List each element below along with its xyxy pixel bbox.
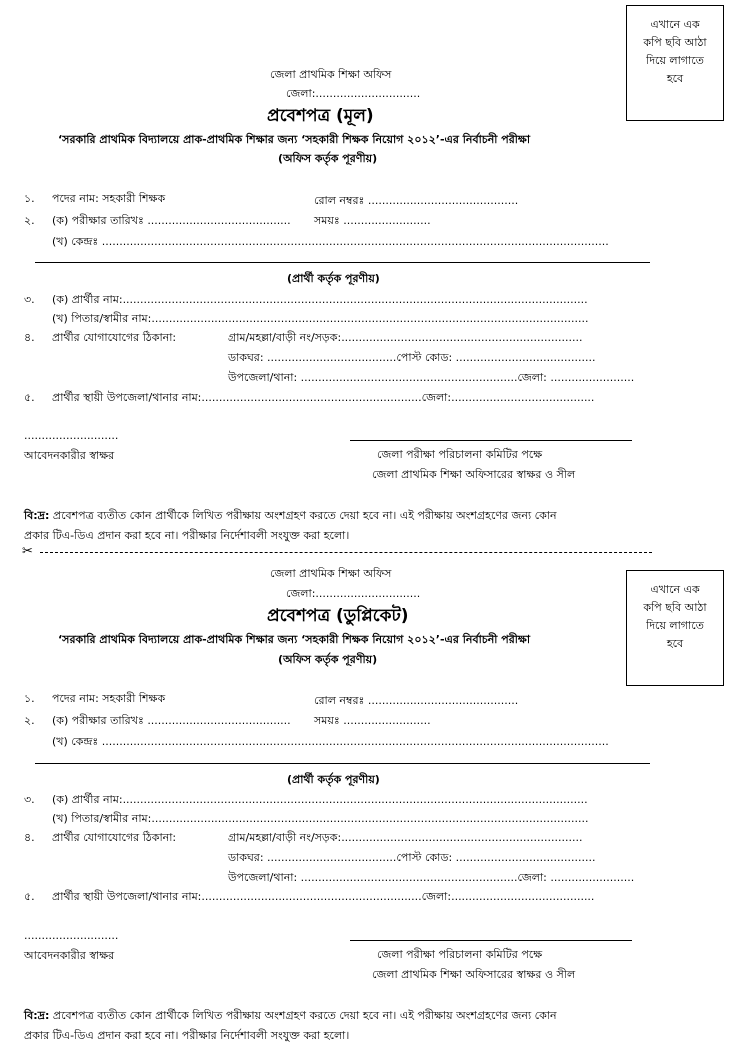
applicant-sign-dots: ........................... [24,429,119,442]
post-office-field: ডাকঘর: .....................................পোস্ট কোড: ........................................ [228,351,596,364]
district-field: জেলা:.............................. [286,87,421,100]
applicant-sign-label: আবেদনকারীর স্বাক্ষর [24,449,115,462]
divider [35,262,650,263]
divider [35,763,650,764]
note-line-2: প্রকার টিএ-ডিএ প্রদান করা হবে না। পরীক্ষার নির্দেশাবলী সংযুক্ত করা হলো। [24,529,350,542]
candidate-name-field: (ক) প্রার্থীর নাম:..................................................................................................................................... [52,793,588,806]
note-line-1: বি:দ্র: প্রবেশপত্র ব্যতীত কোন প্রার্থীকে লিখিত পরীক্ষায় অংশগ্রহণ করতে দেয়া হবে না। এই পরীক্ষায় অংশগ্রহণের জন্য কোন [24,1009,557,1022]
item-number: ২. [24,714,35,727]
roll-number-field: রোল নম্বরঃ ........................................... [314,694,519,707]
village-field: গ্রাম/মহল্লা/বাড়ী নং/সড়ক:..................................................................... [228,831,583,844]
exam-date-field: (ক) পরীক্ষার তারিখঃ ......................................... [52,714,291,727]
post-name: পদের নাম: সহকারী শিক্ষক [52,192,166,205]
photo-box: এখানে এক কপি ছবি আঠা দিয়ে লাগাতে হবে [626,5,724,121]
candidate-name-field: (ক) প্রার্থীর নাম:..................................................................................................................................... [52,293,588,306]
applicant-sign-dots: ........................... [24,929,119,942]
centre-field: (খ) কেন্দ্রঃ ................................................................................................................................................. [52,735,609,748]
item-number: ৪. [24,331,35,344]
candidate-fill-heading: (প্রার্থী কর্তৃক পূরণীয়) [287,773,380,786]
signature-line [350,940,632,941]
roll-number-field: রোল নম্বরঃ ........................................... [314,194,519,207]
district-field: জেলা:.............................. [286,587,421,600]
item-number: ৩. [24,793,35,806]
applicant-sign-label: আবেদনকারীর স্বাক্ষর [24,949,115,962]
note-label: বি:দ্র: [24,509,50,522]
permanent-address-field: প্রার্থীর স্থায়ী উপজেলা/থানার নাম:...............................................................জেলা:......................................... [52,890,595,903]
post-office-field: ডাকঘর: .....................................পোস্ট কোড: ........................................ [228,851,596,864]
father-name-field: (খ) পিতার/স্বামীর নাম:............................................................................................................................. [52,312,589,325]
note-line-1: বি:দ্র: প্রবেশপত্র ব্যতীত কোন প্রার্থীকে লিখিত পরীক্ষায় অংশগ্রহণ করতে দেয়া হবে না। এই পরীক্ষায় অংশগ্রহণের জন্য কোন [24,509,557,522]
exam-time-field: সময়ঃ ......................... [314,714,431,727]
office-name: জেলা প্রাথমিক শিক্ষা অফিস [270,567,392,580]
upazila-field: উপজেলা/থানা: ..............................................................জেলা: ........................ [228,871,635,884]
office-fill-heading: (অফিস কর্তৃক পূরণীয়) [278,653,378,666]
item-number: ৪. [24,831,35,844]
page-title: প্রবেশপত্র (মূল) [267,106,374,126]
note-line-2: প্রকার টিএ-ডিএ প্রদান করা হবে না। পরীক্ষার নির্দেশাবলী সংযুক্ত করা হলো। [24,1029,350,1042]
item-number: ৫. [24,391,35,404]
centre-field: (খ) কেন্দ্রঃ ................................................................................................................................................. [52,235,609,248]
committee-label: জেলা পরীক্ষা পরিচালনা কমিটির পক্ষে [377,948,543,961]
item-number: ১. [24,192,35,205]
exam-subtitle: ‘সরকারি প্রাথমিক বিদ্যালয়ে প্রাক-প্রাথমিক শিক্ষার জন্য ‘সহকারী শিক্ষক নিয়োগ ২০১২’-এর নির্বাচনী পরীক্ষা [58,633,531,646]
exam-date-field: (ক) পরীক্ষার তারিখঃ ......................................... [52,214,291,227]
item-number: ২. [24,214,35,227]
upazila-field: উপজেলা/থানা: ..............................................................জেলা: ........................ [228,371,635,384]
exam-time-field: সময়ঃ ......................... [314,214,431,227]
village-field: গ্রাম/মহল্লা/বাড়ী নং/সড়ক:..................................................................... [228,331,583,344]
scissors-icon: ✂ [22,544,33,559]
office-name: জেলা প্রাথমিক শিক্ষা অফিস [270,68,392,81]
cut-line [40,552,652,553]
permanent-address-field: প্রার্থীর স্থায়ী উপজেলা/থানার নাম:...............................................................জেলা:......................................... [52,391,595,404]
page-title: প্রবেশপত্র (ডুপ্লিকেট) [267,606,409,626]
photo-box: এখানে এক কপি ছবি আঠা দিয়ে লাগাতে হবে [626,570,724,686]
item-number: ৩. [24,293,35,306]
post-name: পদের নাম: সহকারী শিক্ষক [52,692,166,705]
item-number: ১. [24,692,35,705]
signature-line [350,440,632,441]
office-fill-heading: (অফিস কর্তৃক পূরণীয়) [278,152,378,165]
address-label: প্রার্থীর যোগাযোগের ঠিকানা: [52,831,177,844]
candidate-fill-heading: (প্রার্থী কর্তৃক পূরণীয়) [287,272,380,285]
exam-subtitle: ‘সরকারি প্রাথমিক বিদ্যালয়ে প্রাক-প্রাথমিক শিক্ষার জন্য ‘সহকারী শিক্ষক নিয়োগ ২০১২’-এর নির্বাচনী পরীক্ষা [58,133,531,146]
committee-label: জেলা পরীক্ষা পরিচালনা কমিটির পক্ষে [377,448,543,461]
father-name-field: (খ) পিতার/স্বামীর নাম:............................................................................................................................. [52,812,589,825]
officer-sign-label: জেলা প্রাথমিক শিক্ষা অফিসারের স্বাক্ষর ও সীল [372,468,576,481]
address-label: প্রার্থীর যোগাযোগের ঠিকানা: [52,331,177,344]
note-label: বি:দ্র: [24,1009,50,1022]
officer-sign-label: জেলা প্রাথমিক শিক্ষা অফিসারের স্বাক্ষর ও সীল [372,968,576,981]
item-number: ৫. [24,890,35,903]
